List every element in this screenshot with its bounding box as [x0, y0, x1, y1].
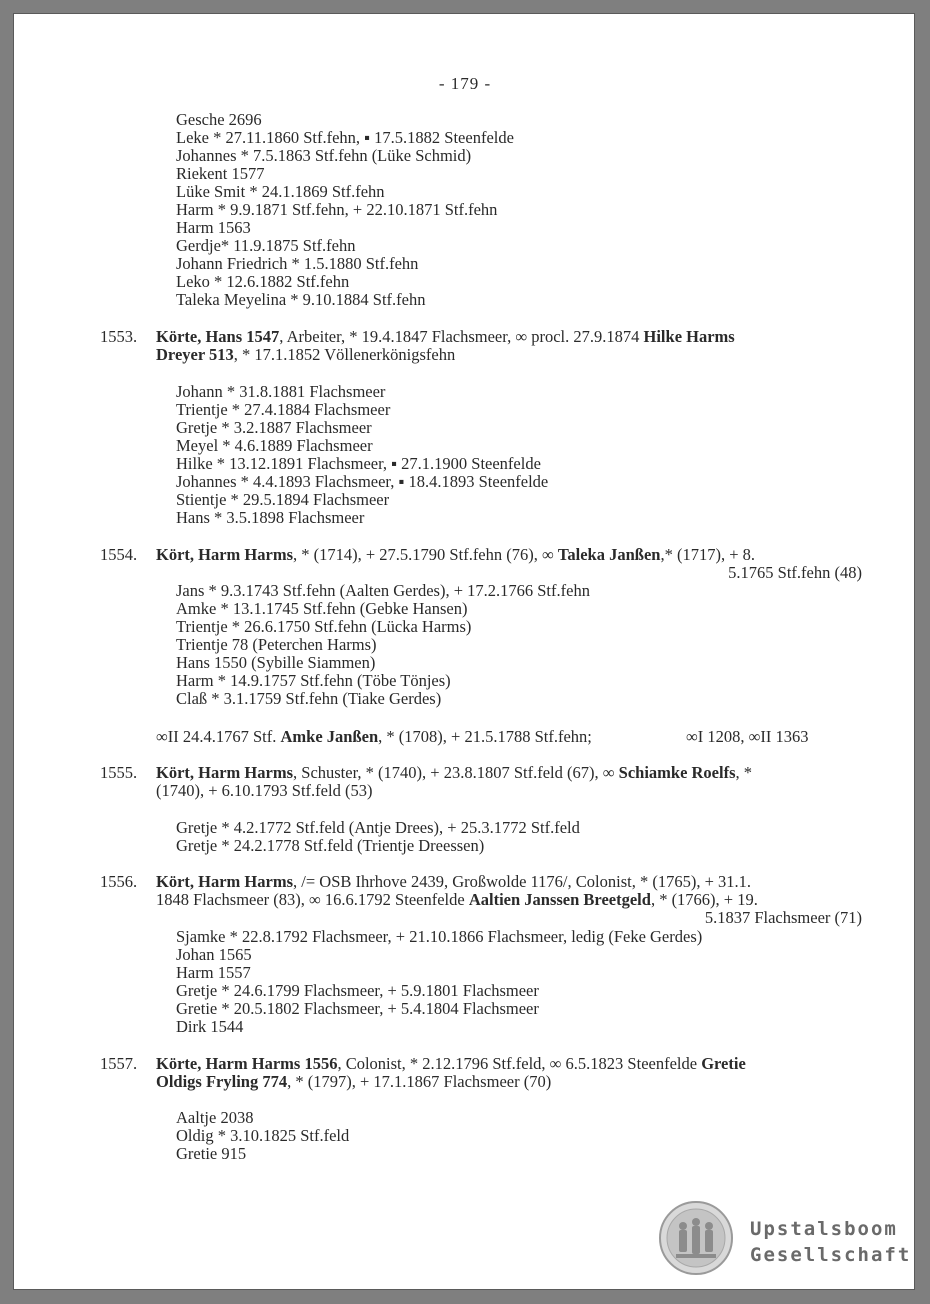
child-line: Sjamke * 22.8.1792 Flachsmeer, + 21.10.1866 Flachsmeer, ledig (Feke Gerdes) [176, 927, 703, 946]
child-line: Gesche 2696 [176, 110, 262, 129]
child-line: Gretje * 4.2.1772 Stf.feld (Antje Drees), + 25.3.1772 Stf.feld [176, 818, 580, 837]
spouse-name: Aaltien Janssen Breetgeld [468, 890, 651, 909]
child-line: Lüke Smit * 24.1.1869 Stf.fehn [176, 182, 385, 201]
child-line: Trientje * 27.4.1884 Flachsmeer [176, 400, 391, 419]
person-name: Kört, Harm Harms [156, 872, 294, 891]
child-line: Riekent 1577 [176, 164, 265, 183]
child-line: Leko * 12.6.1882 Stf.fehn [176, 272, 350, 291]
child-line: Taleka Meyelina * 9.10.1884 Stf.fehn [176, 290, 426, 309]
person-name: Körte, Harm Harms 1556 [156, 1054, 338, 1073]
entry-text: , * [735, 763, 753, 782]
spouse-name: Dreyer 513 [156, 345, 234, 364]
entry-text: , * (1708), + 21.5.1788 Stf.fehn; [378, 727, 592, 746]
entry-text: , Colonist, * 2.12.1796 Stf.feld, ∞ 6.5.1823 Steenfelde [337, 1054, 702, 1073]
child-line: Stientje * 29.5.1894 Flachsmeer [176, 490, 390, 509]
spouse-name: Taleka Janßen [557, 545, 661, 564]
child-line: Hans * 3.5.1898 Flachsmeer [176, 508, 365, 527]
child-line: Aaltje 2038 [176, 1108, 254, 1127]
child-line: Johann Friedrich * 1.5.1880 Stf.fehn [176, 254, 419, 273]
child-line: Gretje * 24.2.1778 Stf.feld (Trientje Dreessen) [176, 836, 485, 855]
child-line: Harm 1557 [176, 963, 251, 982]
entry-text: (1740), + 6.10.1793 Stf.feld (53) [156, 781, 373, 800]
entry-text: 5.1837 Flachsmeer (71) [704, 908, 862, 927]
entry-text: 1848 Flachsmeer (83), ∞ 16.6.1792 Steenfelde [156, 890, 469, 909]
child-line: Johannes * 4.4.1893 Flachsmeer, ▪ 18.4.1893 Steenfelde [176, 472, 549, 491]
child-line: Leke * 27.11.1860 Stf.fehn, ▪ 17.5.1882 Steenfelde [176, 128, 514, 147]
entry-text: , Schuster, * (1740), + 23.8.1807 Stf.feld (67), ∞ [293, 763, 619, 782]
child-line: Trientje * 26.6.1750 Stf.fehn (Lücka Harms) [176, 617, 472, 636]
entry-header-line [156, 346, 455, 364]
entry-number: 1556. [100, 872, 138, 891]
entry-number: 1555. [100, 763, 138, 782]
entry-text: , * (1714), + 27.5.1790 Stf.fehn (76), ∞ [293, 545, 558, 564]
entry-text: , * 17.1.1852 Völlenerkönigsfehn [233, 345, 456, 364]
child-line: Amke * 13.1.1745 Stf.fehn (Gebke Hansen) [176, 599, 468, 618]
entry-header-line [156, 891, 758, 909]
child-line: Johannes * 7.5.1863 Stf.fehn (Lüke Schmid) [176, 146, 472, 165]
child-line: Gretie * 20.5.1802 Flachsmeer, + 5.4.1804 Flachsmeer [176, 999, 539, 1018]
watermark-line: Upstalsboom [750, 1218, 898, 1240]
child-line: Harm * 9.9.1871 Stf.fehn, + 22.10.1871 Stf.fehn [176, 200, 498, 219]
child-line: Oldig * 3.10.1825 Stf.feld [176, 1126, 350, 1145]
person-name: Körte, Hans 1547 [156, 327, 280, 346]
entry-header-line [156, 546, 755, 564]
entry-text: , Arbeiter, * 19.4.1847 Flachsmeer, ∞ procl. 27.9.1874 [279, 327, 644, 346]
child-line: Gerdje* 11.9.1875 Stf.fehn [176, 236, 356, 255]
entry-text: ∞II 24.4.1767 Stf. [156, 727, 281, 746]
spouse-name: Oldigs Fryling 774 [156, 1072, 288, 1091]
spouse-name: Amke Janßen [280, 727, 379, 746]
child-line: Hans 1550 (Sybille Siammen) [176, 653, 376, 672]
entry-text: 5.1765 Stf.fehn (48) [728, 563, 862, 582]
child-line: Gretie 915 [176, 1144, 247, 1163]
child-line: Johann * 31.8.1881 Flachsmeer [176, 382, 386, 401]
entry-number: 1557. [100, 1054, 138, 1073]
entry-text: , /= OSB Ihrhove 2439, Großwolde 1176/, Colonist, * (1765), + 31.1. [293, 872, 751, 891]
child-line: Meyel * 4.6.1889 Flachsmeer [176, 436, 373, 455]
seal-logo-icon [658, 1200, 734, 1276]
child-line: Johan 1565 [176, 945, 252, 964]
person-name: Kört, Harm Harms [156, 763, 294, 782]
entry-number: 1553. [100, 327, 138, 346]
entry-header-line [156, 1055, 746, 1073]
person-name: Kört, Harm Harms [156, 545, 294, 564]
page-number: - 179 - [438, 74, 492, 93]
spouse-name: Hilke Harms [643, 327, 735, 346]
marriage-refs: ∞I 1208, ∞II 1363 [686, 727, 809, 746]
second-marriage-line [156, 728, 592, 746]
child-line: Claß * 3.1.1759 Stf.fehn (Tiake Gerdes) [176, 689, 442, 708]
child-line: Dirk 1544 [176, 1017, 244, 1036]
spouse-name: Gretie [701, 1054, 746, 1073]
entry-header-line [156, 328, 735, 346]
entry-text: , * (1766), + 19. [650, 890, 758, 909]
watermark-line: Gesellschaft [750, 1244, 912, 1266]
entry-header-line [156, 764, 752, 782]
child-line: Harm 1563 [176, 218, 251, 237]
child-line: Harm * 14.9.1757 Stf.fehn (Töbe Tönjes) [176, 671, 451, 690]
child-line: Hilke * 13.12.1891 Flachsmeer, ▪ 27.1.1900 Steenfelde [176, 454, 541, 473]
entry-header-line [156, 1073, 551, 1091]
entry-text: ,* (1717), + 8. [660, 545, 755, 564]
spouse-name: Schiamke Roelfs [618, 763, 736, 782]
entry-number: 1554. [100, 545, 138, 564]
entry-text: , * (1797), + 17.1.1867 Flachsmeer (70) [287, 1072, 552, 1091]
child-line: Jans * 9.3.1743 Stf.fehn (Aalten Gerdes), + 17.2.1766 Stf.fehn [176, 581, 590, 600]
child-line: Gretje * 24.6.1799 Flachsmeer, + 5.9.1801 Flachsmeer [176, 981, 539, 1000]
child-line: Trientje 78 (Peterchen Harms) [176, 635, 377, 654]
entry-header-line [156, 873, 751, 891]
child-line: Gretje * 3.2.1887 Flachsmeer [176, 418, 372, 437]
